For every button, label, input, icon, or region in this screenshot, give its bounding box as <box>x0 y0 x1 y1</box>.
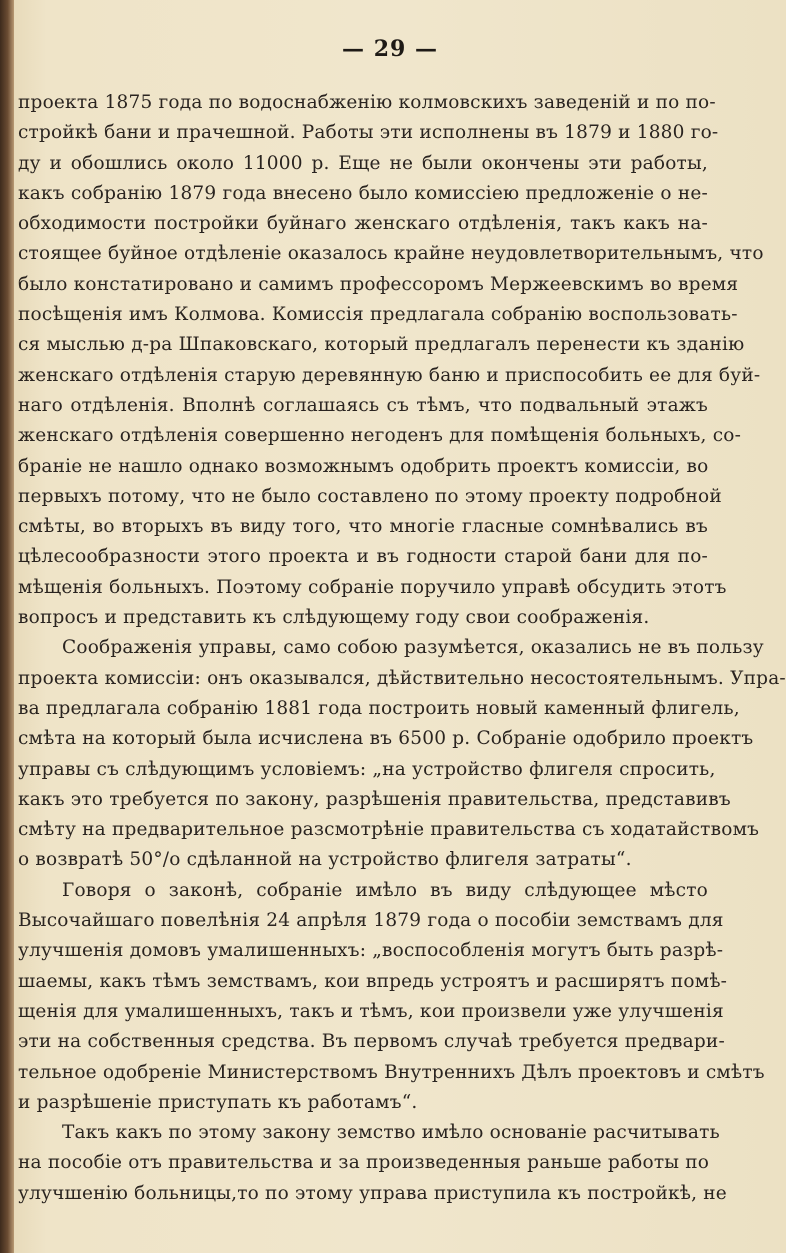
text-line: ду и обошлись около 11000 р. Еще не были окончены эти работы, <box>18 152 708 174</box>
text-line: первыхъ потому, что не было составлено по этому проекту подробной <box>18 485 722 507</box>
text-line: вопросъ и представить къ слѣдующему году свои соображенія. <box>18 607 650 629</box>
text-line: тельное одобреніе Министерствомъ Внутреннихъ Дѣлъ проектовъ и смѣтъ <box>18 1061 765 1083</box>
text-line: было констатировано и самимъ профессоромъ Мержеевскимъ во время <box>18 273 739 295</box>
text-line: щенія для умалишенныхъ, такъ и тѣмъ, кои произвели уже улучшенія <box>18 1000 724 1022</box>
text-line: какъ это требуется по закону, разрѣшенія правительства, представивъ <box>18 788 731 810</box>
text-line: Говоря о законѣ, собраніе имѣло въ виду слѣдующее мѣсто <box>62 879 708 901</box>
text-line: о возвратѣ 50°/о сдѣланной на устройство флигеля затраты“. <box>18 849 632 871</box>
text-line: смѣта на который была исчислена въ 6500 р. Собраніе одобрило проектъ <box>18 728 754 750</box>
text-line: эти на собственныя средства. Въ первомъ случаѣ требуется предвари- <box>18 1031 725 1053</box>
text-line: женскаго отдѣленія старую деревянную баню и приспособить ее для буй- <box>18 364 761 386</box>
text-line: улучшенія домовъ умалишенныхъ: „воспособленія могутъ быть разрѣ- <box>18 940 724 962</box>
text-line: цѣлесообразности этого проекта и въ годности старой бани для по- <box>18 546 708 568</box>
text-line: на пособіе отъ правительства и за произведенныя раньше работы по <box>18 1152 710 1174</box>
text-line: смѣты, во вторыхъ въ виду того, что многіе гласные сомнѣвались въ <box>18 516 708 538</box>
book-binding-edge <box>0 0 14 1253</box>
text-line: проекта 1875 года по водоснабженію колмовскихъ заведеній и по по- <box>18 92 716 113</box>
text-line: стоящее буйное отдѣленіе оказалось крайне неудовлетворительнымъ, что <box>18 243 764 265</box>
text-line: улучшенію больницы,то по этому управа приступила къ постройкѣ, не <box>18 1182 727 1204</box>
text-line: ся мыслью д-ра Шпаковскаго, который предлагалъ перенести къ зданію <box>18 334 745 356</box>
text-line: Соображенія управы, само собою разумѣется, оказались не въ пользу <box>62 637 764 659</box>
text-line: стройкѣ бани и прачешной. Работы эти исполнены въ 1879 и 1880 го- <box>18 122 719 144</box>
text-line: и разрѣшеніе приступать къ работамъ“. <box>18 1091 418 1113</box>
text-line: браніе не нашло однако возможнымъ одобрить проектъ комиссіи, во <box>18 455 709 477</box>
text-line: смѣту на предварительное разсмотрѣніе правительства съ ходатайствомъ <box>18 819 760 841</box>
text-line: обходимости постройки буйнаго женскаго отдѣленія, такъ какъ на- <box>18 213 708 235</box>
text-line: Высочайшаго повелѣнія 24 апрѣля 1879 года о пособіи земствамъ для <box>18 910 724 932</box>
text-line: шаемы, какъ тѣмъ земствамъ, кои впредь устроятъ и расширятъ помѣ- <box>18 970 728 992</box>
text-line: ва предлагала собранію 1881 года построить новый каменный флигель, <box>18 697 740 719</box>
text-line: мѣщенія больныхъ. Поэтому собраніе поручило управѣ обсудить этотъ <box>18 576 727 598</box>
text-line: управы съ слѣдующимъ условіемъ: „на устройство флигеля спросить, <box>18 758 716 780</box>
page-text <box>18 88 786 1209</box>
text-line: Такъ какъ по этому закону земство имѣло основаніе расчитывать <box>62 1122 720 1144</box>
text-line: какъ собранію 1879 года внесено было комиссіею предложеніе о не- <box>18 182 708 204</box>
text-line: посѣщенія имъ Колмова. Комиссія предлагала собранію воспользовать- <box>18 304 738 326</box>
text-line: женскаго отдѣленія совершенно негоденъ для помѣщенія больныхъ, со- <box>18 425 742 447</box>
text-line: наго отдѣленія. Вполнѣ соглашаясь съ тѣмъ, что подвальный этажъ <box>18 394 708 416</box>
text-line: проекта комиссіи: онъ оказывался, дѣйствительно несостоятельнымъ. Упра- <box>18 667 786 689</box>
page-number: — 29 — <box>342 36 438 62</box>
